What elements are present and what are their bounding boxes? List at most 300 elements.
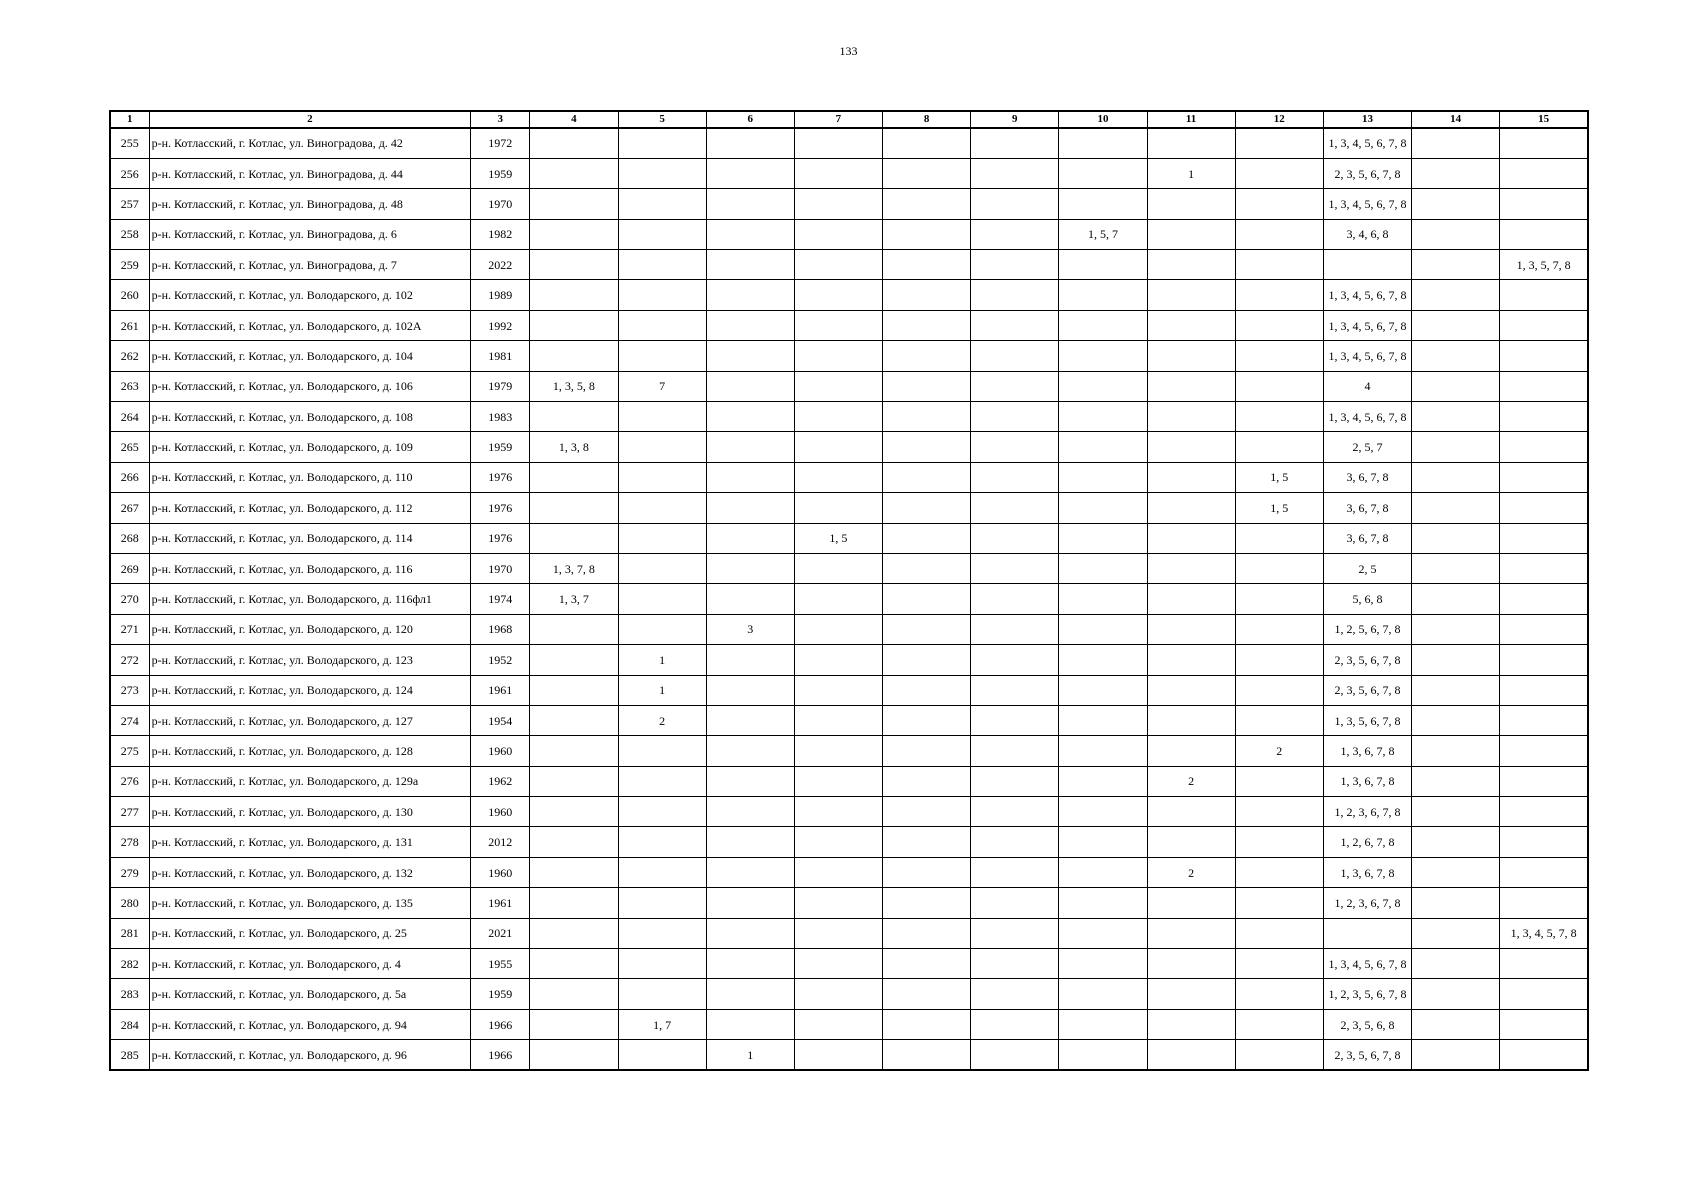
year-cell: 1960	[471, 797, 530, 827]
table-cell	[618, 766, 706, 796]
table-cell	[971, 705, 1059, 735]
address-cell: р-н. Котласский, г. Котлас, ул. Володарского, д. 109	[149, 432, 471, 462]
table-cell	[1500, 979, 1588, 1009]
table-cell	[530, 888, 618, 918]
table-cell	[530, 857, 618, 887]
row-number-cell: 283	[110, 979, 149, 1009]
table-cell	[618, 949, 706, 979]
table-cell	[618, 280, 706, 310]
row-number-cell: 267	[110, 493, 149, 523]
table-cell	[1412, 310, 1500, 340]
table-cell	[530, 402, 618, 432]
table-cell	[794, 918, 882, 948]
table-cell	[1500, 371, 1588, 401]
table-cell: 1, 3, 5, 6, 7, 8	[1323, 705, 1411, 735]
table-cell	[883, 310, 971, 340]
table-cell: 1, 3, 6, 7, 8	[1323, 736, 1411, 766]
column-header-12: 12	[1235, 111, 1323, 128]
table-cell	[706, 888, 794, 918]
table-cell	[530, 189, 618, 219]
table-cell: 1, 2, 3, 5, 6, 7, 8	[1323, 979, 1411, 1009]
year-cell: 1960	[471, 736, 530, 766]
table-cell	[1147, 1040, 1235, 1070]
table-cell	[794, 705, 882, 735]
table-cell: 1, 3, 8	[530, 432, 618, 462]
table-cell	[1147, 553, 1235, 583]
year-cell: 1962	[471, 766, 530, 796]
table-cell	[1147, 341, 1235, 371]
table-cell	[1059, 827, 1147, 857]
page-number: 133	[839, 44, 858, 58]
table-cell: 3	[706, 614, 794, 644]
table-cell	[1059, 523, 1147, 553]
address-cell: р-н. Котласский, г. Котлас, ул. Володарского, д. 108	[149, 402, 471, 432]
table-cell	[706, 158, 794, 188]
table-cell	[1059, 857, 1147, 887]
table-row	[110, 493, 1588, 523]
table-cell	[971, 1009, 1059, 1039]
table-cell	[1147, 219, 1235, 249]
table-cell	[706, 797, 794, 827]
table-cell	[794, 584, 882, 614]
table-cell	[1059, 705, 1147, 735]
table-row	[110, 189, 1588, 219]
table-cell	[530, 918, 618, 948]
row-number-cell: 270	[110, 584, 149, 614]
table-cell	[706, 766, 794, 796]
table-cell	[1147, 462, 1235, 492]
table-cell	[1412, 949, 1500, 979]
table-cell	[706, 189, 794, 219]
row-number-cell: 259	[110, 250, 149, 280]
table-cell	[1147, 979, 1235, 1009]
table-cell	[1500, 949, 1588, 979]
table-cell	[794, 402, 882, 432]
table-cell	[1147, 432, 1235, 462]
table-cell	[1059, 189, 1147, 219]
column-header-10: 10	[1059, 111, 1147, 128]
table-cell	[1235, 250, 1323, 280]
table-cell: 1, 3, 6, 7, 8	[1323, 857, 1411, 887]
table-cell	[1147, 493, 1235, 523]
table-cell	[794, 493, 882, 523]
table-cell: 3, 6, 7, 8	[1323, 462, 1411, 492]
row-number-cell: 276	[110, 766, 149, 796]
table-cell	[883, 584, 971, 614]
table-cell	[1059, 158, 1147, 188]
table-row	[110, 523, 1588, 553]
table-cell	[1500, 341, 1588, 371]
table-cell	[706, 250, 794, 280]
table-cell	[883, 736, 971, 766]
table-cell	[618, 493, 706, 523]
column-header-7: 7	[794, 111, 882, 128]
table-cell	[883, 827, 971, 857]
table-cell	[1235, 949, 1323, 979]
address-cell: р-н. Котласский, г. Котлас, ул. Володарского, д. 123	[149, 645, 471, 675]
table-row	[110, 857, 1588, 887]
table-cell	[618, 584, 706, 614]
table-cell	[971, 614, 1059, 644]
table-cell	[1059, 493, 1147, 523]
table-cell	[1412, 888, 1500, 918]
table-cell: 1, 3, 4, 5, 7, 8	[1500, 918, 1588, 948]
table-cell	[530, 523, 618, 553]
table-cell	[530, 462, 618, 492]
table-cell	[618, 189, 706, 219]
address-cell: р-н. Котласский, г. Котлас, ул. Володарского, д. 110	[149, 462, 471, 492]
table-cell	[794, 158, 882, 188]
table-cell	[530, 645, 618, 675]
table-cell	[1500, 158, 1588, 188]
table-row	[110, 1040, 1588, 1070]
year-cell: 1982	[471, 219, 530, 249]
table-cell	[1147, 675, 1235, 705]
address-cell: р-н. Котласский, г. Котлас, ул. Володарского, д. 124	[149, 675, 471, 705]
row-number-cell: 275	[110, 736, 149, 766]
table-cell	[1500, 553, 1588, 583]
table-cell	[1500, 888, 1588, 918]
year-cell: 1972	[471, 128, 530, 158]
table-row	[110, 645, 1588, 675]
table-cell: 1, 3, 5, 8	[530, 371, 618, 401]
table-cell: 1	[1147, 158, 1235, 188]
table-cell	[883, 918, 971, 948]
table-cell	[1412, 918, 1500, 948]
table-cell	[1235, 675, 1323, 705]
table-cell	[1412, 402, 1500, 432]
table-cell	[1235, 432, 1323, 462]
table-cell: 1, 3, 6, 7, 8	[1323, 766, 1411, 796]
row-number-cell: 282	[110, 949, 149, 979]
table-row	[110, 1009, 1588, 1039]
table-cell	[883, 432, 971, 462]
table-cell	[706, 675, 794, 705]
table-cell	[1059, 402, 1147, 432]
year-cell: 1959	[471, 158, 530, 188]
column-header-5: 5	[618, 111, 706, 128]
table-cell	[706, 918, 794, 948]
table-row	[110, 462, 1588, 492]
address-cell: р-н. Котласский, г. Котлас, ул. Володарского, д. 129а	[149, 766, 471, 796]
table-cell	[971, 219, 1059, 249]
table-cell	[971, 584, 1059, 614]
table-cell	[706, 949, 794, 979]
table-row	[110, 128, 1588, 158]
table-cell	[706, 341, 794, 371]
table-cell	[1500, 280, 1588, 310]
table-cell	[1412, 857, 1500, 887]
register-table	[109, 110, 1589, 1071]
year-cell: 1983	[471, 402, 530, 432]
column-header-6: 6	[706, 111, 794, 128]
table-row	[110, 402, 1588, 432]
address-cell: р-н. Котласский, г. Котлас, ул. Виноградова, д. 6	[149, 219, 471, 249]
row-number-cell: 274	[110, 705, 149, 735]
table-cell	[1500, 675, 1588, 705]
table-cell	[1059, 675, 1147, 705]
table-cell	[1235, 1009, 1323, 1039]
table-cell	[706, 493, 794, 523]
year-cell: 1970	[471, 189, 530, 219]
table-cell	[1147, 1009, 1235, 1039]
table-cell	[1235, 797, 1323, 827]
table-cell	[1235, 1040, 1323, 1070]
table-cell	[530, 766, 618, 796]
column-header-15: 15	[1500, 111, 1588, 128]
table-cell: 1, 3, 7	[530, 584, 618, 614]
table-cell	[1500, 766, 1588, 796]
table-cell	[706, 402, 794, 432]
table-cell	[530, 675, 618, 705]
table-cell	[1147, 371, 1235, 401]
table-cell	[971, 310, 1059, 340]
table-cell	[1147, 614, 1235, 644]
table-cell	[1500, 462, 1588, 492]
address-cell: р-н. Котласский, г. Котлас, ул. Володарского, д. 94	[149, 1009, 471, 1039]
table-cell: 1	[618, 645, 706, 675]
table-cell	[883, 645, 971, 675]
table-cell	[1412, 1009, 1500, 1039]
table-row	[110, 341, 1588, 371]
address-cell: р-н. Котласский, г. Котлас, ул. Володарского, д. 128	[149, 736, 471, 766]
table-cell	[1412, 128, 1500, 158]
table-cell	[618, 219, 706, 249]
table-cell	[1235, 523, 1323, 553]
table-cell	[1147, 310, 1235, 340]
table-cell: 1, 5	[1235, 493, 1323, 523]
table-cell	[1147, 949, 1235, 979]
table-cell	[706, 128, 794, 158]
year-cell: 1974	[471, 584, 530, 614]
table-cell	[1059, 645, 1147, 675]
table-cell: 1	[618, 675, 706, 705]
table-cell	[1412, 979, 1500, 1009]
table-cell	[706, 857, 794, 887]
table-cell: 1, 5	[794, 523, 882, 553]
row-number-cell: 256	[110, 158, 149, 188]
table-cell	[1235, 128, 1323, 158]
table-cell	[1500, 584, 1588, 614]
row-number-cell: 278	[110, 827, 149, 857]
table-cell	[794, 857, 882, 887]
table-cell	[1500, 310, 1588, 340]
row-number-cell: 266	[110, 462, 149, 492]
table-cell	[1500, 736, 1588, 766]
table-cell	[530, 280, 618, 310]
table-cell	[794, 432, 882, 462]
table-cell	[706, 310, 794, 340]
table-cell	[618, 523, 706, 553]
table-cell	[530, 705, 618, 735]
table-cell	[971, 432, 1059, 462]
year-cell: 1976	[471, 523, 530, 553]
table-cell	[1059, 1040, 1147, 1070]
table-cell	[530, 1040, 618, 1070]
table-cell	[883, 250, 971, 280]
table-cell: 1, 3, 4, 5, 6, 7, 8	[1323, 402, 1411, 432]
table-cell	[1059, 614, 1147, 644]
table-cell	[1147, 128, 1235, 158]
table-cell	[883, 888, 971, 918]
table-cell	[1412, 1040, 1500, 1070]
table-cell	[971, 158, 1059, 188]
table-cell	[794, 1009, 882, 1039]
table-cell	[618, 462, 706, 492]
table-cell	[706, 553, 794, 583]
table-row	[110, 797, 1588, 827]
table-cell	[618, 158, 706, 188]
row-number-cell: 277	[110, 797, 149, 827]
row-number-cell: 260	[110, 280, 149, 310]
table-cell	[1235, 705, 1323, 735]
table-cell	[1500, 523, 1588, 553]
table-cell	[1059, 736, 1147, 766]
table-row	[110, 949, 1588, 979]
address-cell: р-н. Котласский, г. Котлас, ул. Володарского, д. 120	[149, 614, 471, 644]
table-cell	[1235, 766, 1323, 796]
table-row	[110, 310, 1588, 340]
table-cell	[1412, 705, 1500, 735]
table-cell: 1	[706, 1040, 794, 1070]
year-cell: 1966	[471, 1040, 530, 1070]
table-cell	[794, 1040, 882, 1070]
table-cell	[530, 158, 618, 188]
table-row	[110, 219, 1588, 249]
table-cell	[971, 736, 1059, 766]
table-cell	[883, 402, 971, 432]
year-cell: 1966	[471, 1009, 530, 1039]
table-cell	[794, 189, 882, 219]
address-cell: р-н. Котласский, г. Котлас, ул. Володарского, д. 25	[149, 918, 471, 948]
table-cell	[794, 979, 882, 1009]
table-cell	[1412, 341, 1500, 371]
address-cell: р-н. Котласский, г. Котлас, ул. Виноградова, д. 48	[149, 189, 471, 219]
table-cell	[706, 736, 794, 766]
table-cell: 1, 2, 3, 6, 7, 8	[1323, 797, 1411, 827]
year-cell: 1981	[471, 341, 530, 371]
table-cell	[883, 462, 971, 492]
table-cell	[530, 341, 618, 371]
table-cell	[1147, 888, 1235, 918]
table-cell: 1, 2, 5, 6, 7, 8	[1323, 614, 1411, 644]
address-cell: р-н. Котласский, г. Котлас, ул. Володарского, д. 4	[149, 949, 471, 979]
row-number-cell: 263	[110, 371, 149, 401]
table-cell: 2	[1147, 857, 1235, 887]
table-cell	[1412, 645, 1500, 675]
table-cell	[1412, 766, 1500, 796]
year-cell: 1960	[471, 857, 530, 887]
table-cell	[1235, 371, 1323, 401]
table-cell	[618, 128, 706, 158]
table-cell	[883, 949, 971, 979]
table-cell	[971, 128, 1059, 158]
header-row	[110, 111, 1588, 128]
table-cell	[1500, 614, 1588, 644]
table-cell	[1059, 1009, 1147, 1039]
table-cell	[1147, 523, 1235, 553]
table-cell: 1, 3, 4, 5, 6, 7, 8	[1323, 128, 1411, 158]
year-cell: 1976	[471, 462, 530, 492]
table-cell	[971, 189, 1059, 219]
table-cell	[1235, 219, 1323, 249]
table-cell	[1500, 128, 1588, 158]
table-header	[110, 111, 1588, 128]
table-cell	[883, 1040, 971, 1070]
table-cell	[971, 553, 1059, 583]
table-cell	[1412, 158, 1500, 188]
table-cell: 1, 3, 4, 5, 6, 7, 8	[1323, 280, 1411, 310]
table-cell: 3, 4, 6, 8	[1323, 219, 1411, 249]
table-cell	[883, 493, 971, 523]
table-row	[110, 250, 1588, 280]
address-cell: р-н. Котласский, г. Котлас, ул. Володарского, д. 106	[149, 371, 471, 401]
table-row	[110, 918, 1588, 948]
table-cell: 2	[1235, 736, 1323, 766]
table-cell	[618, 797, 706, 827]
table-cell	[1235, 280, 1323, 310]
table-cell	[794, 341, 882, 371]
table-cell	[1059, 888, 1147, 918]
table-cell	[1412, 432, 1500, 462]
year-cell: 1952	[471, 645, 530, 675]
table-cell: 1, 2, 3, 6, 7, 8	[1323, 888, 1411, 918]
table-cell	[1412, 614, 1500, 644]
address-cell: р-н. Котласский, г. Котлас, ул. Володарского, д. 102А	[149, 310, 471, 340]
table-cell: 2, 5	[1323, 553, 1411, 583]
table-cell	[530, 128, 618, 158]
table-cell	[971, 341, 1059, 371]
table-cell	[530, 219, 618, 249]
table-cell	[794, 827, 882, 857]
table-cell	[883, 979, 971, 1009]
table-cell	[618, 979, 706, 1009]
table-cell	[1412, 189, 1500, 219]
row-number-cell: 279	[110, 857, 149, 887]
address-cell: р-н. Котласский, г. Котлас, ул. Виноградова, д. 42	[149, 128, 471, 158]
row-number-cell: 281	[110, 918, 149, 948]
table-cell: 1, 5, 7	[1059, 219, 1147, 249]
table-cell	[794, 250, 882, 280]
table-cell	[883, 1009, 971, 1039]
table-cell	[1235, 553, 1323, 583]
row-number-cell: 255	[110, 128, 149, 158]
table-row	[110, 432, 1588, 462]
table-cell	[1059, 766, 1147, 796]
table-cell	[618, 553, 706, 583]
table-cell	[706, 1009, 794, 1039]
table-cell	[1059, 797, 1147, 827]
table-cell	[1059, 553, 1147, 583]
table-cell	[1500, 797, 1588, 827]
address-cell: р-н. Котласский, г. Котлас, ул. Володарского, д. 112	[149, 493, 471, 523]
table-cell	[1412, 280, 1500, 310]
table-cell	[971, 918, 1059, 948]
table-cell	[971, 645, 1059, 675]
table-cell	[794, 675, 882, 705]
table-cell	[1323, 250, 1411, 280]
table-cell	[530, 949, 618, 979]
table-cell	[618, 1040, 706, 1070]
address-cell: р-н. Котласский, г. Котлас, ул. Володарского, д. 96	[149, 1040, 471, 1070]
table-cell	[1235, 158, 1323, 188]
table-cell	[971, 949, 1059, 979]
table-cell	[1500, 827, 1588, 857]
table-cell	[1059, 949, 1147, 979]
table-cell	[1235, 614, 1323, 644]
table-cell	[971, 462, 1059, 492]
year-cell: 1976	[471, 493, 530, 523]
